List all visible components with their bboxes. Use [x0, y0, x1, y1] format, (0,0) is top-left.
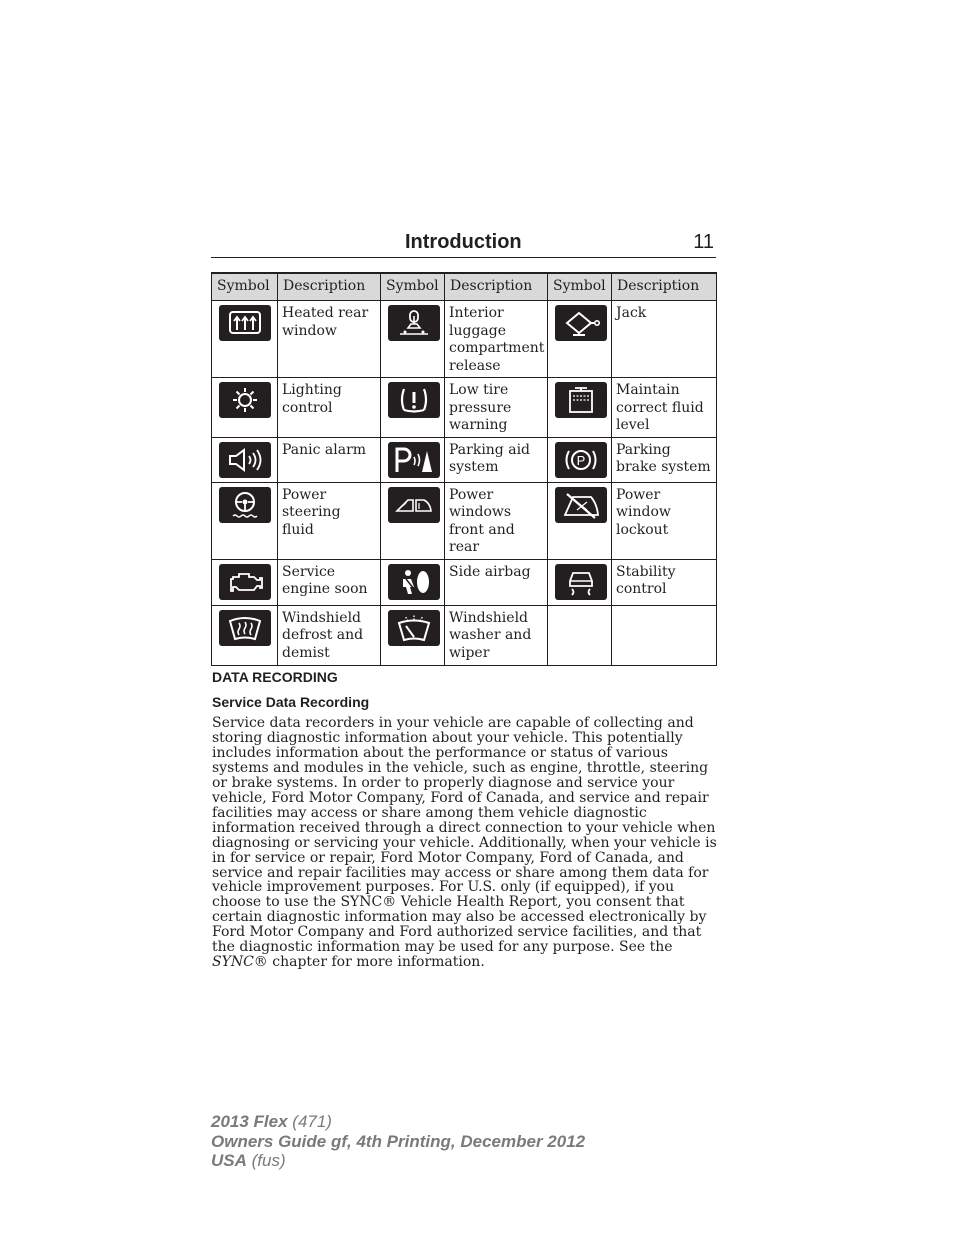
- power-window-lockout-icon: [555, 487, 607, 523]
- page-footer: [211, 1112, 585, 1171]
- description-cell: Stability control: [612, 559, 717, 605]
- panic-alarm-icon: [219, 442, 271, 478]
- table-row: [212, 605, 717, 665]
- description-cell: Power window lockout: [612, 482, 717, 559]
- windshield-washer-icon: [388, 610, 440, 646]
- column-header: Symbol: [212, 273, 278, 301]
- table-row: [212, 482, 717, 559]
- service-engine-icon: [219, 564, 271, 600]
- symbols-table: [211, 272, 717, 666]
- interior-luggage-release-icon: [388, 305, 440, 341]
- table-row: [212, 378, 717, 438]
- table-row: [212, 437, 717, 482]
- description-cell: Heated rear window: [278, 301, 381, 378]
- description-cell: Low tire pressure warning: [445, 378, 548, 438]
- description-cell: Maintain correct fluid level: [612, 378, 717, 438]
- empty-cell: [548, 605, 612, 665]
- jack-icon: [555, 305, 607, 341]
- body-paragraph: [212, 716, 717, 970]
- description-cell: Windshield defrost and demist: [278, 605, 381, 665]
- column-header: Description: [612, 273, 717, 301]
- description-cell: Power steering fluid: [278, 482, 381, 559]
- footer-market-code: (fus): [246, 1151, 286, 1170]
- body-text-end: chapter for more information.: [267, 954, 485, 971]
- sync-reference: SYNC®: [212, 954, 268, 971]
- description-cell: Parking aid system: [445, 437, 548, 482]
- footer-market-name: USA: [211, 1151, 247, 1170]
- side-airbag-icon: [388, 564, 440, 600]
- description-cell: [612, 605, 717, 665]
- page-header: [211, 229, 716, 258]
- table-header-row: [212, 273, 717, 301]
- parking-brake-icon: [555, 442, 607, 478]
- page-number: 11: [693, 231, 714, 253]
- description-cell: Side airbag: [445, 559, 548, 605]
- lighting-control-icon: [219, 382, 271, 418]
- description-cell: Interior luggage compartment release: [445, 301, 548, 378]
- section-heading: DATA RECORDING: [212, 669, 338, 685]
- footer-model-name: 2013 Flex: [211, 1112, 288, 1131]
- description-cell: Power windows front and rear: [445, 482, 548, 559]
- description-cell: Parking brake system: [612, 437, 717, 482]
- subsection-heading: Service Data Recording: [212, 694, 370, 710]
- body-text-main: Service data recorders in your vehicle are capable of collecting and storing diagnostic information about your vehicle. This potentially includes information about the performance or status of various systems and modules in the vehicle, such as engine, throttle, steering or brake systems. In order to properly diagnose and service your vehicle, Ford Motor Company, Ford of Canada, and service and repair facilities may access or share among them vehicle diagnostic information received through a direct connection to your vehicle when diagnosing or servicing your vehicle. Additionally, when your vehicle is in for service or repair, Ford Motor Company, Ford of Canada, and service and repair facilities may access or share among them data for vehicle improvement purposes. For U.S. only (if equipped), if you choose to use the SYNC® Vehicle Health Report, you consent that certain diagnostic information may also be accessed electronically by Ford Motor Company and Ford authorized service facilities, and that the diagnostic information may be used for any purpose. See the: [212, 715, 717, 956]
- description-cell: Jack: [612, 301, 717, 378]
- description-cell: Service engine soon: [278, 559, 381, 605]
- description-cell: Lighting control: [278, 378, 381, 438]
- footer-model: [211, 1112, 585, 1132]
- parking-aid-icon: [388, 442, 440, 478]
- power-steering-fluid-icon: [219, 487, 271, 523]
- svg-text:P: P: [576, 452, 586, 468]
- description-cell: Windshield washer and wiper: [445, 605, 548, 665]
- footer-market: [211, 1151, 585, 1171]
- column-header: Symbol: [548, 273, 612, 301]
- stability-control-icon: [555, 564, 607, 600]
- heated-rear-window-icon: [219, 305, 271, 341]
- description-cell: Panic alarm: [278, 437, 381, 482]
- table-row: [212, 559, 717, 605]
- fluid-level-icon: [555, 382, 607, 418]
- footer-model-code: (471): [287, 1112, 332, 1131]
- page-title: Introduction: [405, 231, 522, 253]
- low-tire-pressure-icon: [388, 382, 440, 418]
- power-windows-icon: [388, 487, 440, 523]
- column-header: Symbol: [381, 273, 445, 301]
- column-header: Description: [278, 273, 381, 301]
- column-header: Description: [445, 273, 548, 301]
- table-row: [212, 301, 717, 378]
- windshield-defrost-icon: [219, 610, 271, 646]
- footer-edition: Owners Guide gf, 4th Printing, December 2012: [211, 1131, 586, 1151]
